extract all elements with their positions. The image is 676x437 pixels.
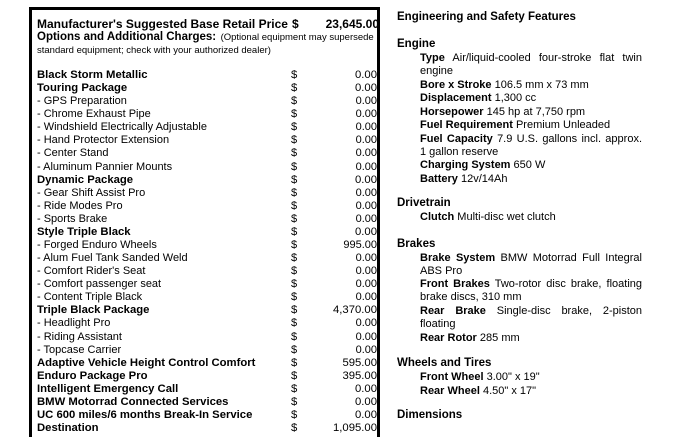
option-name: Enduro Package Pro — [37, 369, 148, 382]
spec-key: Type — [420, 52, 445, 64]
spec-value: Two-rotor disc brake, floating brake discs, 310 mm — [420, 278, 643, 304]
option-price: 0.00 — [355, 317, 377, 330]
option-price: 0.00 — [355, 265, 377, 278]
option-price: 0.00 — [355, 382, 377, 395]
option-price: 0.00 — [355, 108, 377, 121]
option-price: 0.00 — [355, 225, 377, 238]
spec-item — [420, 133, 642, 159]
option-currency: $ — [291, 225, 298, 238]
option-row — [37, 422, 379, 435]
option-row — [37, 409, 379, 422]
spec-item — [420, 385, 642, 398]
msrp-currency: $ — [292, 17, 299, 31]
option-name: - GPS Preparation — [37, 95, 127, 108]
option-name: - Headlight Pro — [37, 317, 111, 330]
option-row — [37, 108, 379, 121]
option-currency: $ — [291, 395, 298, 408]
spec-key: Fuel Capacity — [420, 133, 493, 145]
option-name: Touring Package — [37, 82, 128, 95]
option-currency: $ — [291, 278, 298, 291]
spec-key: Front Wheel — [420, 371, 484, 383]
option-name: - Comfort Rider's Seat — [37, 265, 146, 278]
option-name: - Chrome Exhaust Pipe — [37, 108, 151, 121]
spec-value: Air/liquid-cooled four-stroke flat twin engine — [420, 52, 642, 78]
option-currency: $ — [291, 121, 298, 134]
option-price: 0.00 — [355, 409, 377, 422]
specs-heading: Engineering and Safety Features — [397, 11, 576, 23]
option-name: - Windshield Electrically Adjustable — [37, 121, 207, 134]
option-currency: $ — [291, 134, 298, 147]
spec-item — [420, 173, 642, 186]
option-name: - Hand Protector Extension — [37, 134, 170, 147]
options-note: (Optional equipment may supersede standard equipment; check with your authorized dealer) — [37, 32, 374, 56]
spec-value: 7.9 U.S. gallons incl. approx. 1 gallon reserve — [420, 133, 642, 159]
spec-key: Horsepower — [420, 106, 484, 118]
option-price: 0.00 — [355, 186, 377, 199]
spec-key: Rear Rotor — [420, 332, 477, 344]
option-row — [37, 344, 379, 357]
options-title: Options and Additional Charges: — [37, 31, 217, 43]
msrp-row — [37, 17, 379, 30]
option-row — [37, 396, 379, 409]
spec-key: Fuel Requirement — [420, 119, 513, 131]
option-currency: $ — [291, 95, 298, 108]
option-currency: $ — [291, 356, 298, 369]
option-price: 0.00 — [355, 343, 377, 356]
option-row — [37, 317, 379, 330]
option-name: - Content Triple Black — [37, 291, 143, 304]
option-name: - Sports Brake — [37, 212, 108, 225]
option-currency: $ — [291, 304, 298, 317]
spec-value: 12v/14Ah — [460, 173, 508, 185]
option-price: 0.00 — [355, 330, 377, 343]
option-row — [37, 304, 379, 317]
option-name: - Riding Assistant — [37, 330, 122, 343]
spec-key: Front Brakes — [420, 278, 490, 290]
msrp-label: Manufacturer's Suggested Base Retail Price — [37, 17, 288, 31]
option-name: UC 600 miles/6 months Break-In Service — [37, 409, 253, 422]
option-name: BMW Motorrad Connected Services — [37, 395, 229, 408]
spec-key: Brake System — [420, 252, 496, 264]
spec-value: 145 hp at 7,750 rpm — [486, 106, 586, 118]
option-price: 0.00 — [355, 173, 377, 186]
spec-value: 106.5 mm x 73 mm — [494, 79, 589, 91]
pricing-box — [29, 7, 380, 437]
option-row — [37, 174, 379, 187]
option-row — [37, 239, 379, 252]
spec-item — [420, 79, 642, 92]
option-row — [37, 370, 379, 383]
option-name: Style Triple Black — [37, 225, 131, 238]
option-currency: $ — [291, 422, 298, 435]
spec-value: 4.50" x 17" — [482, 385, 537, 397]
option-name: Dynamic Package — [37, 173, 134, 186]
spec-item — [420, 159, 642, 172]
option-currency: $ — [291, 160, 298, 173]
option-row — [37, 291, 379, 304]
spec-value: 3.00" x 19" — [486, 371, 540, 383]
option-list — [37, 69, 379, 435]
option-price: 0.00 — [355, 69, 377, 81]
option-name: Triple Black Package — [37, 304, 150, 317]
spec-item — [420, 371, 642, 384]
spec-value: BMW Motorrad Full Integral ABS Pro — [420, 252, 642, 278]
spec-item — [420, 211, 642, 224]
spec-key: Rear Brake — [420, 305, 486, 317]
option-row — [37, 187, 379, 200]
option-price: 0.00 — [355, 291, 377, 304]
option-price: 0.00 — [355, 147, 377, 160]
option-price: 0.00 — [355, 199, 377, 212]
option-currency: $ — [291, 265, 298, 278]
option-name: Destination — [37, 422, 99, 435]
option-currency: $ — [291, 343, 298, 356]
spec-value: 285 mm — [479, 332, 520, 344]
spec-item — [420, 332, 642, 345]
option-currency: $ — [291, 199, 298, 212]
options-header — [37, 30, 377, 56]
section-title: Wheels and Tires — [397, 357, 492, 369]
option-row — [37, 226, 379, 239]
section-title: Dimensions — [397, 409, 463, 421]
option-row — [37, 383, 379, 396]
option-name: - Alum Fuel Tank Sanded Weld — [37, 252, 188, 265]
option-currency: $ — [291, 382, 298, 395]
option-currency: $ — [291, 147, 298, 160]
option-price: 0.00 — [355, 95, 377, 108]
option-price: 0.00 — [355, 278, 377, 291]
spec-key: Charging System — [420, 159, 511, 171]
option-price: 0.00 — [355, 252, 377, 265]
spec-value: 1,300 cc — [494, 92, 537, 104]
option-row — [37, 200, 379, 213]
option-row — [37, 82, 379, 95]
option-currency: $ — [291, 82, 298, 95]
option-currency: $ — [291, 252, 298, 265]
option-row — [37, 134, 379, 147]
spec-value: 650 W — [513, 159, 546, 171]
option-price: 0.00 — [355, 212, 377, 225]
option-currency: $ — [291, 173, 298, 186]
option-name: Intelligent Emergency Call — [37, 382, 179, 395]
option-row — [37, 69, 379, 82]
spec-value: Single-disc brake, 2-piston floating — [420, 305, 643, 331]
section-title: Drivetrain — [397, 197, 451, 209]
option-row — [37, 213, 379, 226]
spec-item — [420, 52, 642, 78]
spec-key: Displacement — [420, 92, 492, 104]
option-row — [37, 278, 379, 291]
spec-key: Rear Wheel — [420, 385, 480, 397]
option-currency: $ — [291, 69, 298, 81]
option-row — [37, 161, 379, 174]
option-price: 4,370.00 — [333, 304, 377, 317]
spec-item — [420, 305, 642, 331]
option-currency: $ — [291, 108, 298, 121]
option-price: 1,095.00 — [333, 422, 377, 435]
option-price: 0.00 — [355, 160, 377, 173]
spec-item — [420, 252, 642, 278]
option-row — [37, 252, 379, 265]
option-currency: $ — [291, 409, 298, 422]
option-currency: $ — [291, 291, 298, 304]
option-name: - Forged Enduro Wheels — [37, 239, 157, 252]
option-price: 0.00 — [355, 121, 377, 134]
option-name: - Center Stand — [37, 147, 109, 160]
option-currency: $ — [291, 239, 298, 252]
option-currency: $ — [291, 212, 298, 225]
option-currency: $ — [291, 369, 298, 382]
option-row — [37, 95, 379, 108]
spec-key: Battery — [420, 173, 458, 185]
spec-item — [420, 106, 642, 119]
option-name: - Comfort passenger seat — [37, 278, 162, 291]
option-price: 595.00 — [342, 356, 377, 369]
option-currency: $ — [291, 186, 298, 199]
option-name: - Gear Shift Assist Pro — [37, 186, 146, 199]
spec-item — [420, 119, 642, 132]
option-name: Black Storm Metallic — [37, 69, 148, 81]
option-currency: $ — [291, 317, 298, 330]
option-price: 395.00 — [342, 369, 377, 382]
spec-key: Clutch — [420, 211, 455, 223]
option-row — [37, 147, 379, 160]
msrp-amount: 23,645.00 — [325, 17, 379, 31]
section-title: Engine — [397, 38, 436, 50]
spec-value: Premium Unleaded — [515, 119, 611, 131]
option-price: 995.00 — [343, 239, 377, 252]
option-name: - Aluminum Pannier Mounts — [37, 160, 173, 173]
option-row — [37, 121, 379, 134]
option-row — [37, 265, 379, 278]
option-name: - Ride Modes Pro — [37, 199, 123, 212]
option-row — [37, 331, 379, 344]
option-row — [37, 357, 379, 370]
section-title: Brakes — [397, 238, 436, 250]
spec-item — [420, 92, 642, 105]
spec-value: Multi-disc wet clutch — [457, 211, 556, 223]
option-price: 0.00 — [355, 134, 377, 147]
option-price: 0.00 — [355, 395, 377, 408]
spec-key: Bore x Stroke — [420, 79, 492, 91]
option-currency: $ — [291, 330, 298, 343]
spec-item — [420, 278, 642, 304]
option-price: 0.00 — [355, 82, 377, 95]
option-name: - Topcase Carrier — [37, 343, 122, 356]
option-name: Adaptive Vehicle Height Control Comfort — [37, 356, 256, 369]
